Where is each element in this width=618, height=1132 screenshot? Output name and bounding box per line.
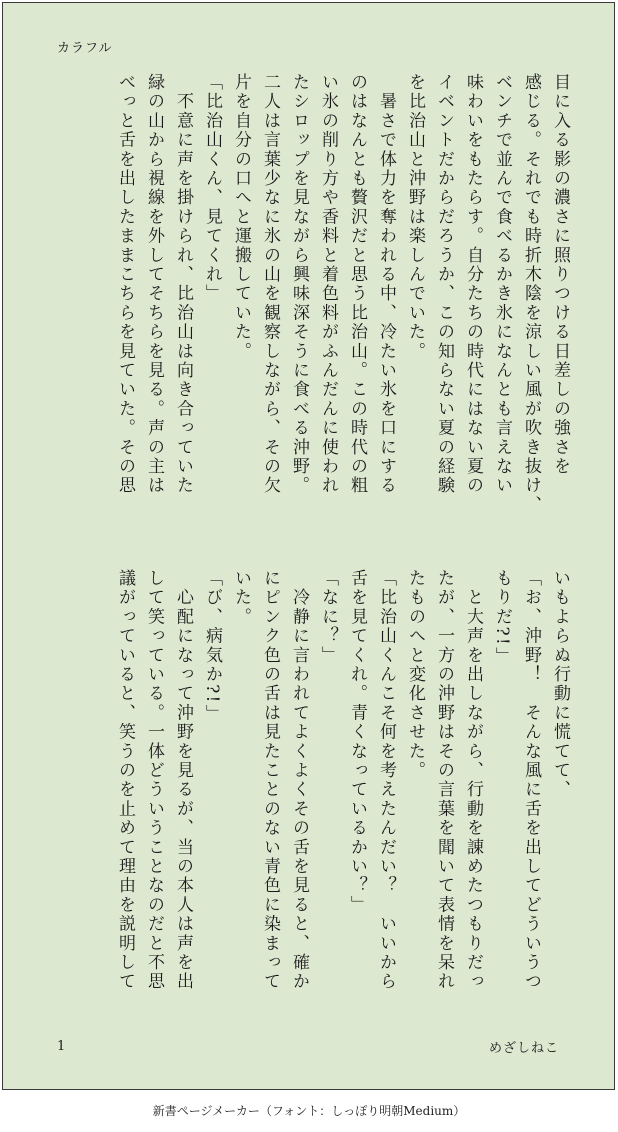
text-line: 舌を見てくれ。青くなっているかい？」	[347, 569, 367, 915]
text-line: べっと舌を出したままこちらを見ていた。その思	[115, 73, 135, 496]
text-line: ベンチで並んで食べるかき氷になんとも言えない	[492, 73, 512, 496]
text-line: 議がっていると、笑うのを止めて理由を説明して	[115, 569, 135, 992]
text-line: 「なに？」	[318, 569, 338, 665]
text-line: いもよらぬ行動に慌てて、	[550, 569, 570, 800]
page-number: 1	[57, 1039, 66, 1054]
text-line: たシロップを見ながら興味深そうに食べる沖野。	[289, 73, 309, 496]
author-name: めざしねこ	[488, 1041, 559, 1056]
text-line: イベントだからだろうか、この知らない夏の経験	[434, 73, 454, 496]
text-line: にピンク色の舌は見たことのない青色に染まって	[260, 569, 280, 992]
text-line: して笑っている。一体どういうことなのだと不思	[144, 569, 164, 992]
text-line: と大声を出しながら、行動を諌めたつもりだっ	[463, 569, 483, 992]
lower-text-block	[54, 569, 574, 1015]
text-line: 感じる。それでも時折木陰を涼しい風が吹き抜け、	[521, 73, 541, 515]
upper-text-block	[54, 73, 574, 533]
text-line: 不意に声を掛けられ、比治山は向き合っていた	[173, 73, 193, 496]
page-header-title: カラフル	[57, 41, 113, 56]
text-line: 目に入る影の濃さに照りつける日差しの強さを	[550, 73, 570, 477]
text-line: たが、一方の沖野はその言葉を聞いて表情を呆れ	[434, 569, 454, 992]
text-line: 冷静に言われてよくよくその舌を見ると、確か	[289, 569, 309, 992]
text-line: のはなんとも贅沢だと思う比治山。この時代の粗	[347, 73, 367, 496]
text-line: 「比治山くんこそ何を考えたんだい？ いいから	[376, 569, 396, 992]
text-line: 心配になって沖野を見るが、当の本人は声を出	[173, 569, 193, 992]
text-line: 暑さで体力を奪われる中、冷たい氷を口にする	[376, 73, 396, 496]
text-line: もりだ?!」	[492, 569, 512, 667]
text-line: を比治山と沖野は楽しんでいた。	[405, 73, 425, 361]
text-line: いた。	[231, 569, 251, 627]
book-page	[2, 2, 615, 1090]
text-line: 片を自分の口へと運搬していた。	[231, 73, 251, 361]
text-line: 「お、沖野！ そんな風に舌を出してどういうつ	[521, 569, 541, 992]
footer-caption: 新書ページメーカー（フォント：しっぽり明朝Medium）	[152, 1104, 466, 1118]
text-line: 「比治山くん、見てくれ」	[202, 73, 222, 304]
text-line: 緑の山から視線を外してそちらを見る。声の主は	[144, 73, 164, 496]
text-line: 味わいをもたらす。自分たちの時代にはない夏の	[463, 73, 483, 496]
text-line: い氷の削り方や香料と着色料がふんだんに使われ	[318, 73, 338, 496]
text-line: 二人は言葉少なに氷の山を観察しながら、その欠	[260, 73, 280, 496]
text-line: たものへと変化させた。	[405, 569, 425, 781]
text-line: 「び、病気か?!」	[202, 569, 222, 724]
